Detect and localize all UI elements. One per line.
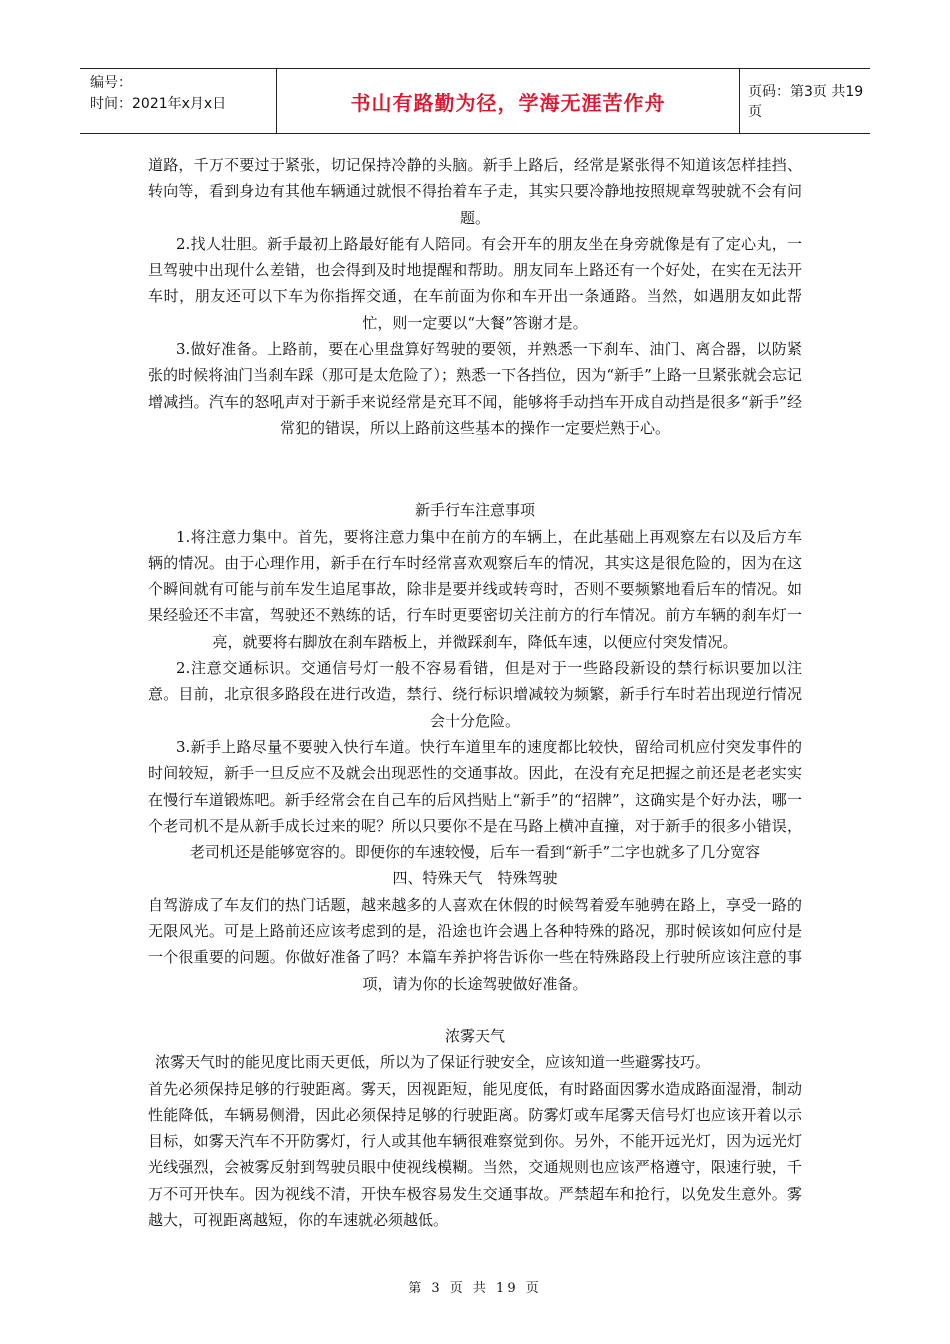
- list-item: 3.新手上路尽量不要驶入快行车道。快行车道里车的速度都比较快，留给司机应付突发事件的时间较短，新手一旦反应不及就会出现恶性的交通事故。因此，在没有充足把握之前还是老老实实在慢行车道锻炼吧。新手经常会在自己车的后风挡贴上“新手”的“招牌”，这确实是个好办法，哪一个老司机不是从新手成长过来的呢？所以只要你不是在马路上横冲直撞，对于新手的很多小错误，老司机还是能够宽容的。即便你的车速较慢，后车一看到“新手”二字也就多了几分宽容: [148, 737, 802, 862]
- header-page-code: 页码：第3页 共19页: [748, 84, 864, 120]
- section-title: 四、特殊天气 特殊驾驶: [392, 869, 558, 888]
- spacer: [148, 471, 802, 497]
- paragraph: 道路，千万不要过于紧张，切记保持冷静的头脑。新手上路后，经常是紧张得不知道该怎样挂挡、转向等，看到身边有其他车辆通过就恨不得抬着车子走，其实只要冷静地按照规章驾驶就不会有问题。: [148, 156, 802, 227]
- doc-number-label: 编号：: [90, 75, 132, 91]
- spacer: [148, 997, 802, 1023]
- paragraph: 3.做好准备。上路前，要在心里盘算好驾驶的要领，并熟悉一下刹车、油门、离合器，以防紧张的时候将油门当刹车踩（那可是太危险了）；熟悉一下各挡位，因为“新手”上路一旦紧张就会忘记增减挡。汽车的怒吼声对于新手来说经常是充耳不闻，能够将手动挡车开成自动挡是很多“新手”经常犯的错误，所以上路前这些基本的操作一定要烂熟于心。: [148, 340, 802, 437]
- page-header: [80, 68, 870, 134]
- section-title: 新手行车注意事项: [414, 501, 535, 520]
- section-title: 浓雾天气: [444, 1026, 505, 1045]
- paragraph: 浓雾天气时的能见度比雨天更低，所以为了保证行驶安全，应该知道一些避雾技巧。: [155, 1053, 711, 1072]
- paragraph: 自驾游成了车友们的热门话题，越来越多的人喜欢在休假的时候驾着爱车驰骋在路上，享受一路的无限风光。可是上路前还应该考虑到的是，沿途也许会遇上各种特殊的路况，那时候该如何应付是一个很重要的问题。你做好准备了吗？本篇车养护将告诉你一些在特殊路段上行驶所应该注意的事项，请为你的长途驾驶做好准备。: [148, 895, 802, 993]
- header-meta: [80, 69, 276, 133]
- paragraph: 2.找人壮胆。新手最初上路最好能有人陪同。有会开车的朋友坐在身旁就像是有了定心丸，一旦驾驶中出现什么差错，也会得到及时地提醒和帮助。朋友同车上路还有一个好处，在实在无法开车时，朋友还可以下车为你指挥交通，在车前面为你和车开出一条通路。当然，如遇朋友如此帮忙，则一定要以“大餐”答谢才是。: [148, 234, 802, 332]
- page-footer: 第 3 页 共 19 页: [408, 1281, 542, 1296]
- list-item: 1.将注意力集中。首先，要将注意力集中在前方的车辆上，在此基础上再观察左右以及后方车辆的情况。由于心理作用，新手在行车时经常喜欢观察后车的情况，其实这是很危险的，因为在这个瞬间就有可能与前车发生追尾事故，除非是要并线或转弯时，否则不要频繁地看后车的情况。如果经验还不丰富，驾驶还不熟练的话，行车时更要密切关注前方的行车情况。前方车辆的刹车灯一亮，就要将右脚放在刹车踏板上，并微踩刹车，降低车速，以便应付突发情况。: [148, 527, 802, 651]
- document-body: [148, 152, 802, 1233]
- paragraph: 首先必须保持足够的行驶距离。雾天，因视距短，能见度低，有时路面因雾水造成路面湿滑，制动性能降低，车辆易侧滑，因此必须保持足够的行驶距离。防雾灯或车尾雾天信号灯也应该开着以示目标，如雾天汽车不开防雾灯，行人或其他车辆很难察觉到你。另外，不能开远光灯，因为远光灯光线强烈，会被雾反射到驾驶员眼中使视线模糊。当然，交通规则也应该严格遵守，限速行驶，千万不可开快车。因为视线不清，开快车极容易发生交通事故。严禁超车和抢行，以免发生意外。雾越大，可视距离越短，你的车速就必须越低。: [148, 1079, 802, 1229]
- header-motto-cell: [276, 69, 740, 133]
- spacer: [148, 441, 802, 471]
- doc-time-label: 时间：2021年x月x日: [90, 96, 227, 112]
- list-item: 2.注意交通标识。交通信号灯一般不容易看错，但是对于一些路段新设的禁行标识要加以注意。目前，北京很多路段在进行改造，禁行、绕行标识增减较为频繁，新手行车时若出现逆行情况会十分危险。: [148, 659, 802, 730]
- header-motto: 书山有路勤为径，学海无涯苦作舟: [350, 90, 666, 115]
